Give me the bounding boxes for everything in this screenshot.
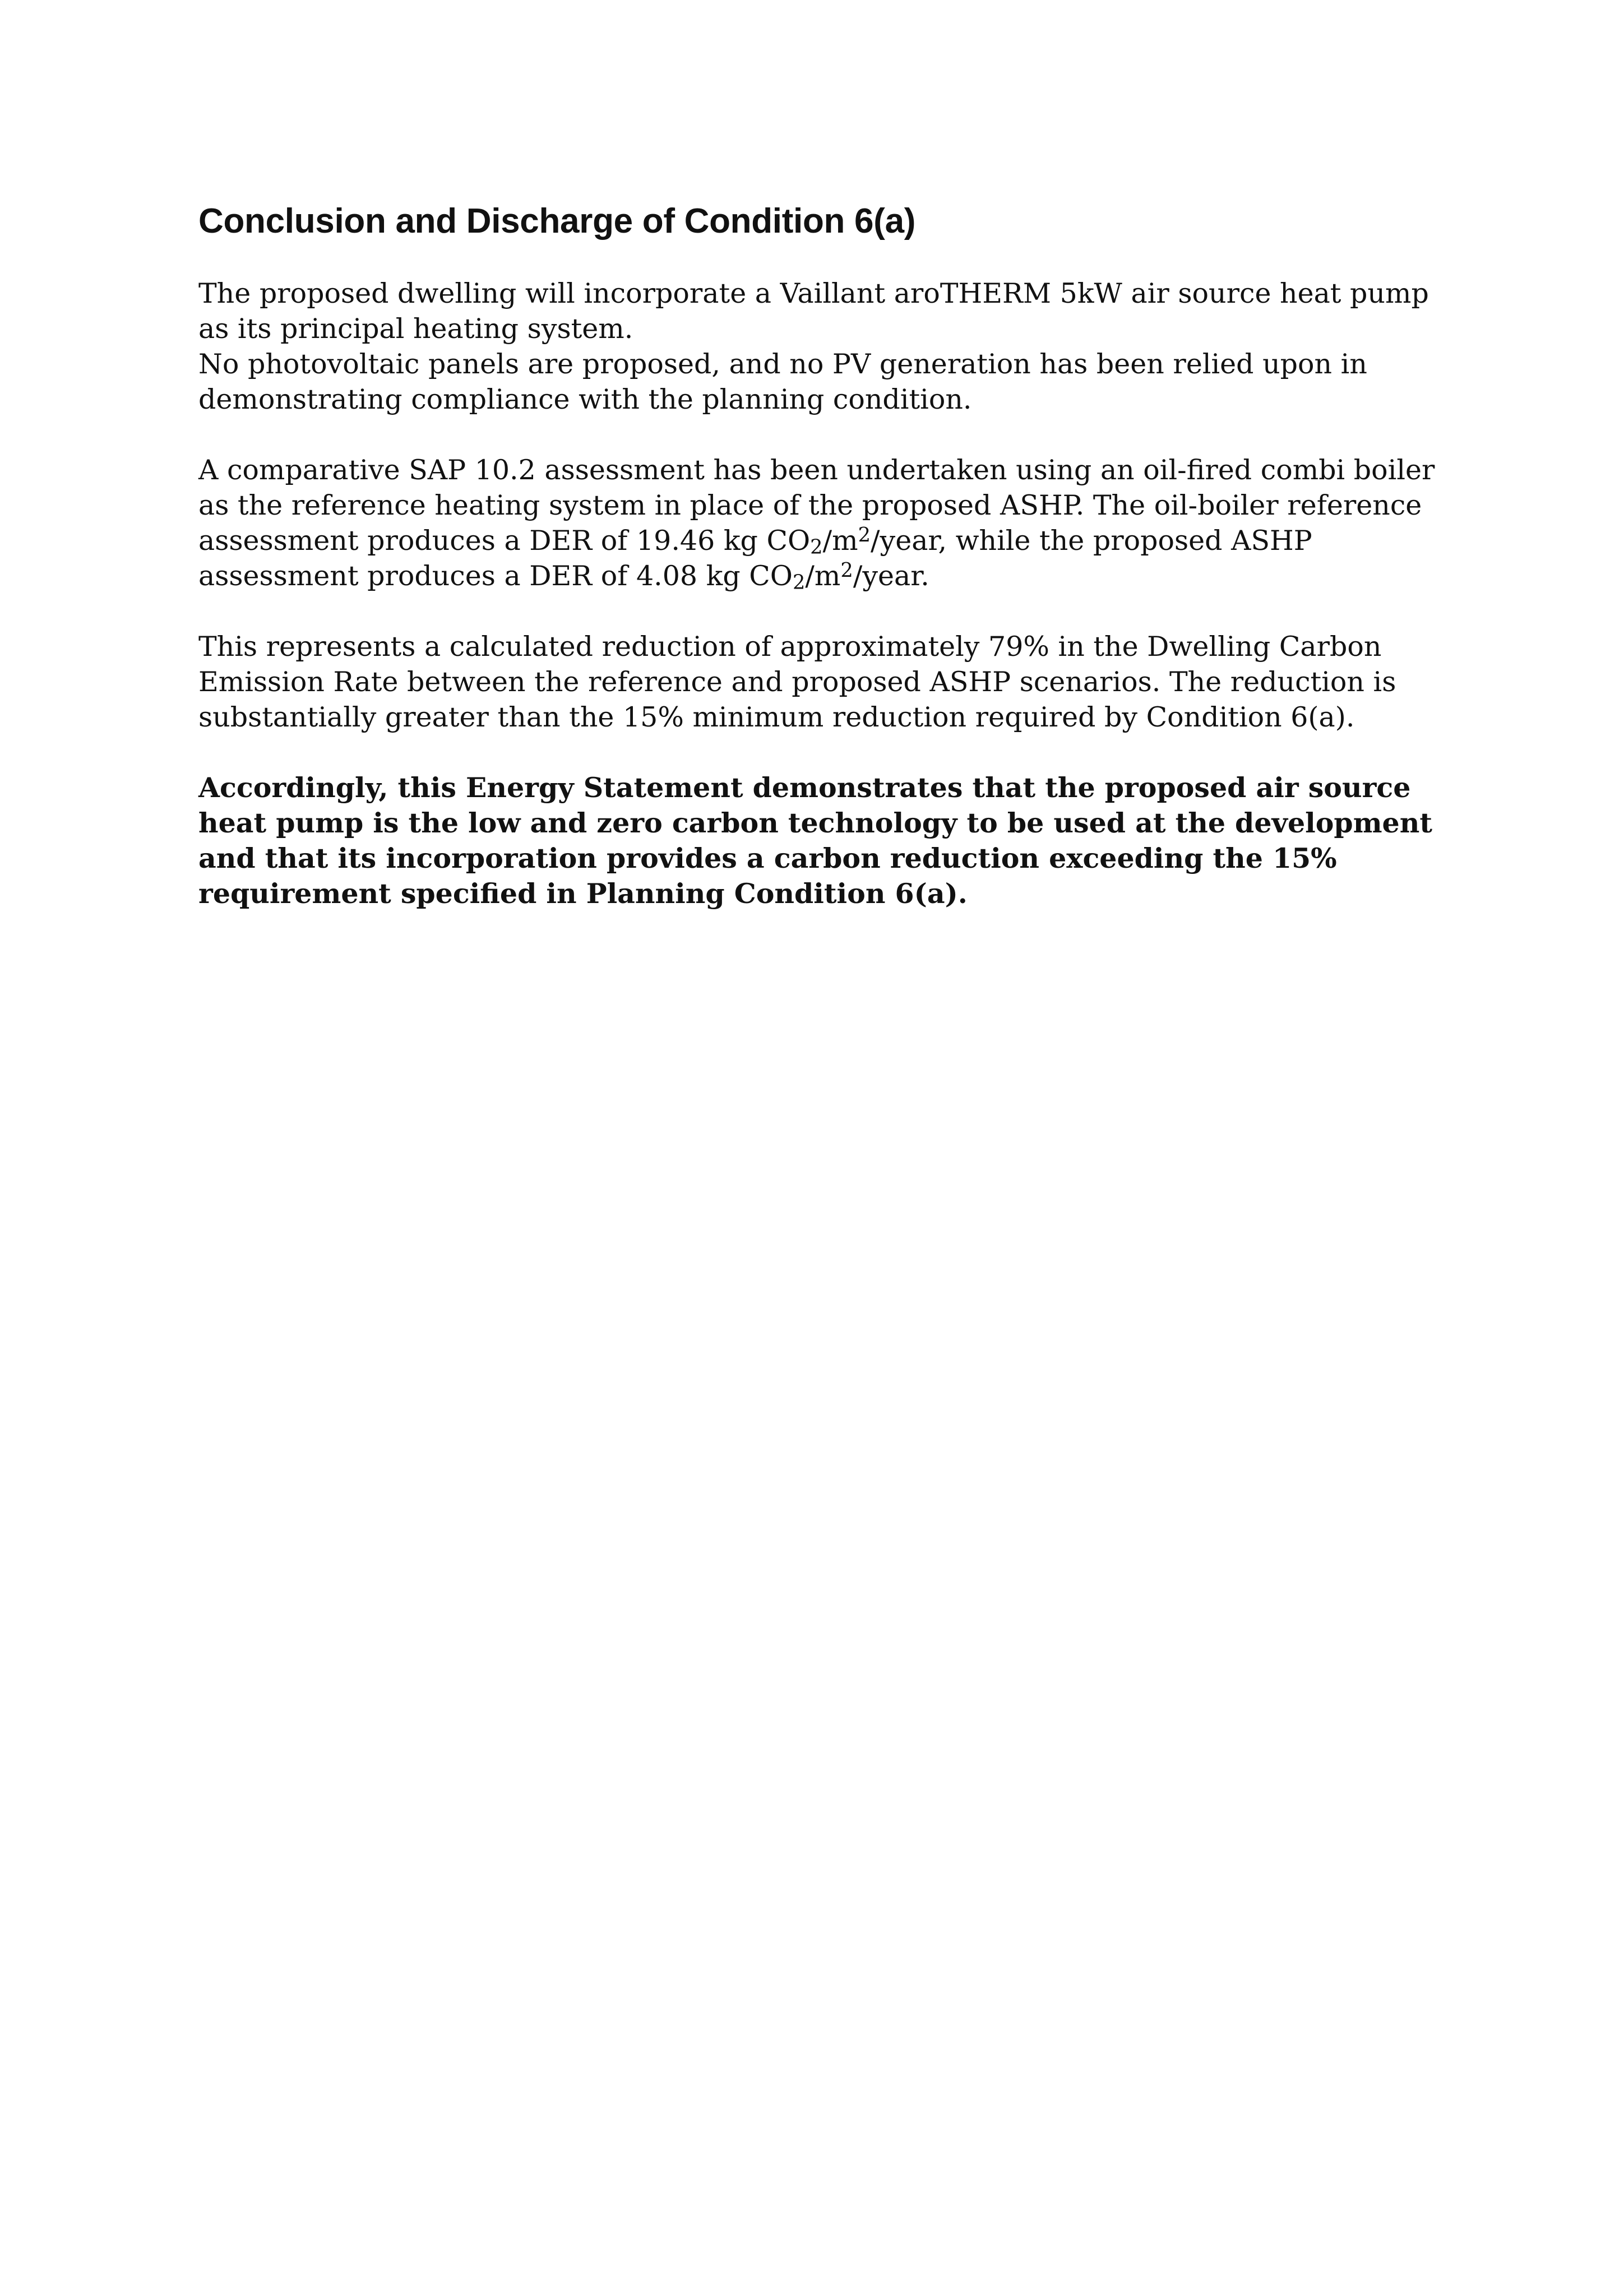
sap-text-part-b: /m [822,525,858,557]
page-title: Conclusion and Discharge of Condition 6(a) [198,202,916,240]
sap-text-part-a: A comparative SAP 10.2 assessment has been undertaken using an oil-fired combi boiler as the reference heating system in place of the proposed ASHP. The oil-boiler reference assessment produces a DER of 19.46 kg CO [198,454,1435,557]
conclusion-text: Accordingly, this Energy Statement demonstrates that the proposed air source heat pump is the low and zero carbon technology to be used at the development and that its incorporation provides a carbon reduction exceeding the 15% requirement specified in Planning Condition 6(a). [198,771,1432,910]
paragraph-sap-assessment [198,452,1454,594]
sap-text-part-e: /year. [853,560,929,592]
m2-superscript-1: 2 [858,524,871,547]
paragraph-reduction [198,629,1454,735]
sap-text-part-d: /m [805,560,841,592]
pv-statement-text: No photovoltaic panels are proposed, and no PV generation has been relied upon in demonstrating compliance with the planning condition. [198,348,1367,415]
paragraph-heating-system [198,276,1454,417]
sap-text-part-c: /year, while the proposed ASHP assessment produces a DER of 4.08 kg CO [198,525,1312,592]
reduction-text: This represents a calculated reduction of approximately 79% in the Dwelling Carbon Emission Rate between the reference and proposed ASHP scenarios. The reduction is substantially greater than the 15% minimum reduction required by Condition 6(a). [198,631,1396,733]
document-content [198,196,1454,947]
paragraph-conclusion [198,770,1454,911]
sap-assessment-text [198,452,1454,594]
m2-superscript-2: 2 [840,559,853,582]
co2-subscript-2: 2 [792,571,806,594]
heating-system-text: The proposed dwelling will incorporate a Vaillant aroTHERM 5kW air source heat pump as its principal heating system. [198,277,1429,345]
co2-subscript-1: 2 [810,535,823,559]
